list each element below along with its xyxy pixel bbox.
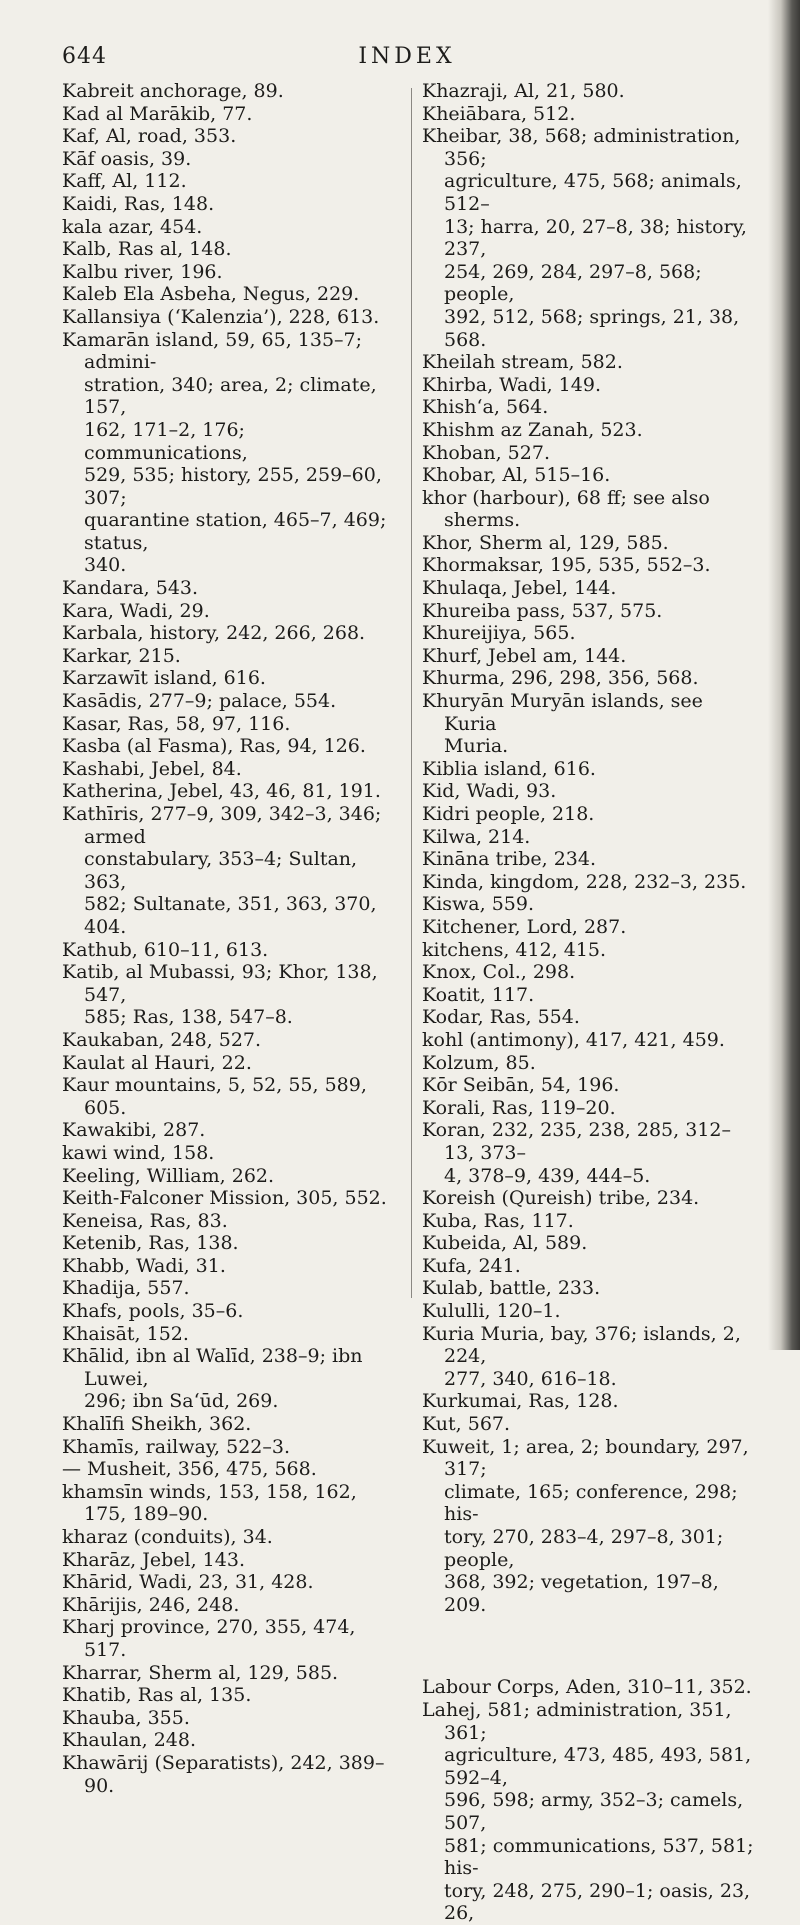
index-entry: Kaidi, Ras, 148.	[62, 192, 215, 215]
index-entry: Kalbu river, 196.	[62, 260, 223, 283]
index-entry: Kheibar, 38, 568; administration, 356; agriculture, 475, 568; animals, 512– 13; harra, 20, 27–8, 38; history, 237, 254, 269, 284, 297–8, 568; people, 392, 512, 568; springs, 21, 38, 568.	[422, 125, 747, 351]
index-entry: Kināna tribe, 234.	[422, 848, 597, 871]
index-entry: Khafs, pools, 35–6.	[62, 1300, 244, 1323]
index-entry: Kabreit anchorage, 89.	[62, 80, 284, 102]
index-entry: Khārijis, 246, 248.	[62, 1593, 240, 1616]
index-entry: Ketenib, Ras, 138.	[62, 1232, 239, 1255]
index-entry: Khabb, Wadi, 31.	[62, 1254, 226, 1277]
page-header	[62, 44, 752, 74]
index-entry: Kathub, 610–11, 613.	[62, 938, 269, 961]
index-entry: Khamīs, railway, 522–3.	[62, 1435, 291, 1458]
index-entry: Khish‘a, 564.	[422, 396, 549, 419]
index-entry: Kaf, Al, road, 353.	[62, 125, 237, 148]
index-entry: Khadija, 557.	[62, 1277, 190, 1300]
index-entry: Kinda, kingdom, 228, 232–3, 235.	[422, 870, 747, 893]
index-entry: Kandara, 543.	[62, 577, 199, 600]
index-entry: kawi wind, 158.	[62, 1141, 215, 1164]
index-entry: Kāf oasis, 39.	[62, 147, 192, 170]
index-entry: Kharj province, 270, 355, 474, 517.	[62, 1616, 356, 1661]
index-column-left	[62, 80, 402, 1797]
index-entry: Khauba, 355.	[62, 1706, 190, 1729]
index-entry: Katherina, Jebel, 43, 46, 81, 191.	[62, 780, 381, 803]
index-entry: kala azar, 454.	[62, 215, 203, 238]
section-gap	[422, 1635, 758, 1657]
index-entry: Kufa, 241.	[422, 1254, 521, 1277]
index-entry: Lahej, 581; administration, 351, 361; agriculture, 473, 485, 493, 581, 592–4, 596, 598; army, 352–3; camels, 507, 581; communications, 537, 581; his- tory, 248, 275, 290–1; oasis, 23, 26,	[422, 1698, 754, 1925]
running-head-title: INDEX	[358, 44, 456, 69]
index-entry: Kasba (al Fasma), Ras, 94, 126.	[62, 735, 366, 758]
index-entry: Kubeida, Al, 589.	[422, 1232, 588, 1255]
index-entry: Kut, 567.	[422, 1413, 511, 1436]
index-entry: Kharrar, Sherm al, 129, 585.	[62, 1661, 339, 1684]
index-entry: khamsīn winds, 153, 158, 162, 175, 189–90.	[62, 1480, 357, 1526]
index-entry: Kalb, Ras al, 148.	[62, 238, 232, 261]
index-entry: Khaulan, 248.	[62, 1729, 197, 1752]
index-entry: Kara, Wadi, 29.	[62, 599, 210, 622]
index-entry: Khurma, 296, 298, 356, 568.	[422, 667, 699, 690]
index-entry: Labour Corps, Aden, 310–11, 352.	[422, 1676, 752, 1699]
index-entry: Khuryān Muryān islands, see Kuria Muria.	[422, 690, 703, 758]
index-entry: Karkar, 215.	[62, 644, 181, 667]
index-entry: Kashabi, Jebel, 84.	[62, 757, 242, 780]
index-entry: Keneisa, Ras, 83.	[62, 1209, 228, 1232]
index-entry: Kiblia island, 616.	[422, 757, 596, 780]
page-number: 644	[62, 44, 107, 69]
index-entry: Kurkumai, Ras, 128.	[422, 1390, 619, 1413]
index-entry: Keeling, William, 262.	[62, 1164, 275, 1187]
column-divider	[411, 88, 412, 1298]
index-entry: Khirba, Wadi, 149.	[422, 373, 601, 396]
index-entry: Kaleb Ela Asbeha, Negus, 229.	[62, 283, 360, 306]
index-entry: Khoban, 527.	[422, 441, 550, 464]
index-entry: Kuria Muria, bay, 376; islands, 2, 224, 277, 340, 616–18.	[422, 1322, 741, 1390]
index-entry: Kaff, Al, 112.	[62, 170, 187, 193]
index-entry: Khawārij (Separatists), 242, 389–90.	[62, 1751, 385, 1797]
index-entry: — Musheit, 356, 475, 568.	[62, 1458, 317, 1481]
index-entry: kharaz (conduits), 34.	[62, 1526, 273, 1548]
index-entry: Korali, Ras, 119–20.	[422, 1096, 616, 1119]
index-entry: khor (harbour), 68 ff; see also sherms.	[422, 486, 710, 532]
index-entry: Kamarān island, 59, 65, 135–7; admini- stration, 340; area, 2; climate, 157, 162, 171–2, 176; communications, 529, 535; history, 255, 259–60, 307; quarantine station, 465–7, 469; status, 340.	[62, 328, 387, 577]
index-column-right	[422, 80, 758, 1925]
index-entry: Khālid, ibn al Walīd, 238–9; ibn Luwei, 296; ibn Sa‘ūd, 269.	[62, 1345, 363, 1413]
index-entry: Kolzum, 85.	[422, 1051, 536, 1074]
index-entry: Khobar, Al, 515–16.	[422, 464, 611, 487]
index-entry: kitchens, 412, 415.	[422, 938, 607, 961]
index-entry: Kawakibi, 287.	[62, 1119, 206, 1142]
index-entry: Kaukaban, 248, 527.	[62, 1028, 262, 1051]
index-entry: Kulab, battle, 233.	[422, 1277, 601, 1300]
index-entry: Khaisāt, 152.	[62, 1322, 189, 1345]
index-entry: Khor, Sherm al, 129, 585.	[422, 531, 669, 554]
index-entry: Kheiābara, 512.	[422, 102, 576, 125]
index-entry: Kilwa, 214.	[422, 825, 531, 848]
index-entry: Koran, 232, 235, 238, 285, 312–13, 373– 4, 378–9, 439, 444–5.	[422, 1119, 731, 1187]
index-entry: Kallansiya (‘Kalenzia’), 228, 613.	[62, 305, 380, 328]
index-entry: Koatit, 117.	[422, 983, 535, 1006]
index-entry: Khulaqa, Jebel, 144.	[422, 577, 617, 600]
index-entry: Kid, Wadi, 93.	[422, 780, 557, 803]
index-entry: Khatib, Ras al, 135.	[62, 1684, 252, 1707]
index-entry: Keith-Falconer Mission, 305, 552.	[62, 1187, 387, 1210]
index-entry: Kōr Seibān, 54, 196.	[422, 1074, 620, 1097]
index-entry: Kad al Marākib, 77.	[62, 102, 253, 125]
index-entry: Kathīris, 277–9, 309, 342–3, 346; armed constabulary, 353–4; Sultan, 363, 582; Sultanate, 351, 363, 370, 404.	[62, 803, 382, 938]
index-entry: Kitchener, Lord, 287.	[422, 915, 627, 938]
index-entry: Khureiba pass, 537, 575.	[422, 599, 663, 622]
index-entry: Khazraji, Al, 21, 580.	[422, 80, 625, 102]
index-entry: Karzawīt island, 616.	[62, 667, 266, 690]
index-entry: Kodar, Ras, 554.	[422, 1006, 580, 1029]
page-edge-shadow	[768, 0, 800, 1350]
index-entry: Koreish (Qureish) tribe, 234.	[422, 1187, 700, 1210]
index-entry: Khishm az Zanah, 523.	[422, 418, 643, 441]
index-entry: Kaur mountains, 5, 52, 55, 589, 605.	[62, 1074, 367, 1119]
index-entry: Kidri people, 218.	[422, 803, 595, 825]
index-entry: Kuba, Ras, 117.	[422, 1209, 574, 1232]
index-entry: Kharāz, Jebel, 143.	[62, 1548, 245, 1571]
index-entry: Khārid, Wadi, 23, 31, 428.	[62, 1571, 314, 1594]
index-entry: Karbala, history, 242, 266, 268.	[62, 622, 366, 645]
index-entry: Kaulat al Hauri, 22.	[62, 1051, 252, 1074]
index-entry: Kasar, Ras, 58, 97, 116.	[62, 712, 291, 735]
index-entry: Kiswa, 559.	[422, 893, 534, 916]
index-entry: Katib, al Mubassi, 93; Khor, 138, 547, 585; Ras, 138, 547–8.	[62, 961, 378, 1029]
index-entry: Khureijiya, 565.	[422, 622, 576, 645]
index-entry: Khalīfi Sheikh, 362.	[62, 1413, 252, 1436]
index-entry: Knox, Col., 298.	[422, 961, 576, 984]
index-entry: Kululli, 120–1.	[422, 1300, 561, 1323]
index-entry: kohl (antimony), 417, 421, 459.	[422, 1028, 725, 1051]
index-entry: Khormaksar, 195, 535, 552–3.	[422, 554, 711, 577]
index-entry: Kasādis, 277–9; palace, 554.	[62, 690, 337, 713]
index-entry: Kuweit, 1; area, 2; boundary, 297, 317; climate, 165; conference, 298; his- tory, 270, 283–4, 297–8, 301; people, 368, 392; vegetation, 197–8, 209.	[422, 1435, 749, 1616]
index-entry: Kheilah stream, 582.	[422, 351, 623, 374]
index-entry: Khurf, Jebel am, 144.	[422, 644, 627, 667]
